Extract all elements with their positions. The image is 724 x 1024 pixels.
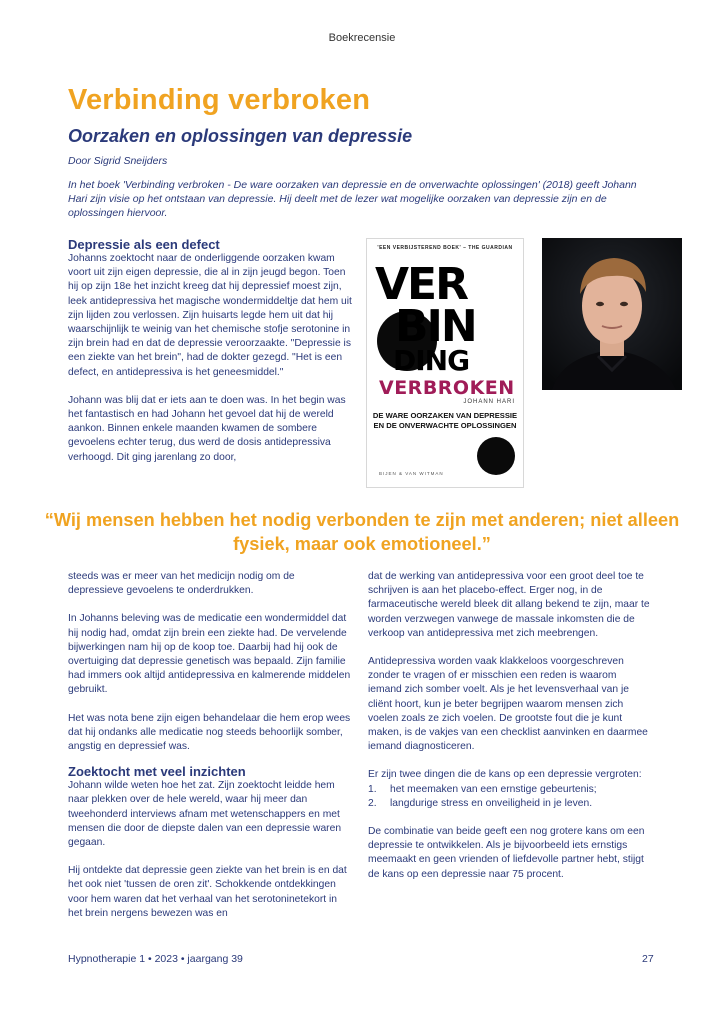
pull-quote: “Wij mensen hebben het nodig verbonden te zijn met anderen; niet alleen fysiek, maar ook emotioneel.” xyxy=(44,510,680,554)
paragraph: Het was nota bene zijn eigen behandelaar die hem erop wees dat hij ondanks alle medicatie nog steeds behoorlijk somber, angstig en depressief was. xyxy=(68,712,351,753)
right-text-column xyxy=(368,570,653,882)
book-cover-praise: 'EEN VERBIJSTEREND BOEK' – THE GUARDIAN xyxy=(377,245,513,251)
section-heading-defect: Depressie als een defect xyxy=(68,237,220,252)
article-author: Door Sigrid Sneijders xyxy=(68,155,168,167)
article-title: Verbinding verbroken xyxy=(68,84,371,116)
paragraph: In Johanns beleving was de medicatie een wondermiddel dat hij nodig had, omdat zijn brein een ziekte had. De vervelende bijwerkingen nam hij op de koop toe. Daarbij had hij ook de overtuiging dat depressie genetisch was bepaald. Zijn familie had immers ook altijd antidepressiva en kalmerende middelen gebruikt. xyxy=(68,613,351,696)
section-label: Boekrecensie xyxy=(328,32,396,44)
paragraph: Hij ontdekte dat depressie geen ziekte van het brein is en dat het ook niet 'tussen de oren zit'. Schokkende ontdekkingen voor hem waren dat het verhaal van het serotoninetekort in het brein nergens bewezen was en xyxy=(68,865,347,919)
page-number: 27 xyxy=(642,953,654,965)
list-item xyxy=(368,797,653,811)
article-intro: In het boek 'Verbinding verbroken - De ware oorzaken van depressie en de onverwachte oplossingen' (2018) geeft Johann Hari zijn visie op het ontstaan van depressie. Hij deelt met de lezer wat mogelijke oorzaken van depressie zijn en de oplossingen hiervoor. xyxy=(68,179,637,219)
list-number: 1. xyxy=(368,783,377,795)
footer-publication: Hypnotherapie 1 • 2023 • jaargang 39 xyxy=(68,953,243,965)
paragraph: Antidepressiva worden vaak klakkeloos voorgeschreven zonder te vragen of er misschien een reden is waarom iemand zich somber voelt. Als je het levensverhaal van je cliënt hoort, kun je beter begrijpen waarom mensen zich voelen zoals ze zich voelen. De grootste fout die je kunt maken, is de vakjes van een checklist aanvinken en daarmee iemand diagnosticeren. xyxy=(368,656,648,753)
book-cover-subtitle: DE WARE OORZAKEN VAN DEPRESSIE EN DE ONVERWACHTE OPLOSSINGEN xyxy=(372,411,518,430)
paragraph: De combinatie van beide geeft een nog grotere kans om een depressie te ontwikkelen. Als je bijvoorbeeld iets ernstigs meemaakt en geen vrienden of liefdevolle partner hebt, stijgt de kans op een depressie naar 75 procent. xyxy=(368,826,645,880)
book-cover-title-line: BIN xyxy=(395,301,476,352)
section-heading-zoektocht: Zoektocht met veel inzichten xyxy=(68,764,246,780)
paragraph: steeds was er meer van het medicijn nodig om de depressieve gevoelens te onderdrukken. xyxy=(68,571,295,597)
paragraph: Johann wilde weten hoe het zat. Zijn zoektocht leidde hem naar plekken over de hele wereld, waar hij meer dan tweehonderd interviews afnam met wetenschappers en met mensen die door de diepste dalen van een depressie waren gegaan. xyxy=(68,780,342,849)
book-cover-title-line: DING xyxy=(393,344,470,377)
portrait-illustration xyxy=(542,238,682,390)
list-text: het meemaken van een ernstige gebeurtenis; xyxy=(390,783,597,795)
book-cover-title-red: VERBROKEN xyxy=(379,377,515,399)
paragraph: Johann was blij dat er iets aan te doen was. In het begin was het fantastisch en had Johann het gevoel dat hij de wereld aankon. Binnen enkele maanden kwamen de sombere gevoelens echter terug, dus werd de dosis antidepressiva verhoogd. Dit ging jarenlang zo door, xyxy=(68,394,346,463)
book-cover-image xyxy=(366,238,524,488)
top-text-column xyxy=(68,237,358,465)
book-cover-title-line: VER xyxy=(375,259,467,310)
paragraph: dat de werking van antidepressiva voor een groot deel toe te schrijven is aan het placebo-effect. Erger nog, in de farmaceutische wereld bleek dit allang bekend te zijn, maar te worden verzwegen vanwege de massale inkomsten die de verkoop van antidepressiva met zich meebrengen. xyxy=(368,571,650,639)
risk-factor-list xyxy=(368,783,653,811)
list-number: 2. xyxy=(368,797,377,809)
paragraph: Johanns zoektocht naar de onderliggende oorzaken kwam voort uit zijn eigen depressie, die al in zijn jeugd begon. Toen hij op zijn 18e het inzicht kreeg dat hij depressief moest zijn, leek antidepressiva het magische wondermiddeltje dat hem uit zijn lijden zou verlossen. Zijn huisarts legde hem uit dat hij waarschijnlijk te weinig van het chemische stofje serotonine in zijn brein had en dat de depressie veroorzaakte. "Depressie is een ziekte van het brein", had de dokter gezegd. "Het is een defect, en antidepressiva is het geneesmiddel." xyxy=(68,253,352,378)
book-cover-author: JOHANN HARI xyxy=(463,399,515,405)
list-item xyxy=(368,783,653,797)
list-text: langdurige stress en onveiligheid in je leven. xyxy=(390,797,593,809)
black-circle-graphic xyxy=(477,437,515,475)
author-portrait-photo xyxy=(542,238,682,390)
paragraph: Er zijn twee dingen die de kans op een depressie vergroten: xyxy=(368,769,642,781)
left-text-column xyxy=(68,570,353,921)
article-subtitle: Oorzaken en oplossingen van depressie xyxy=(68,126,413,146)
book-cover-publisher: BIJEN & VAN WITMAN xyxy=(379,471,444,476)
